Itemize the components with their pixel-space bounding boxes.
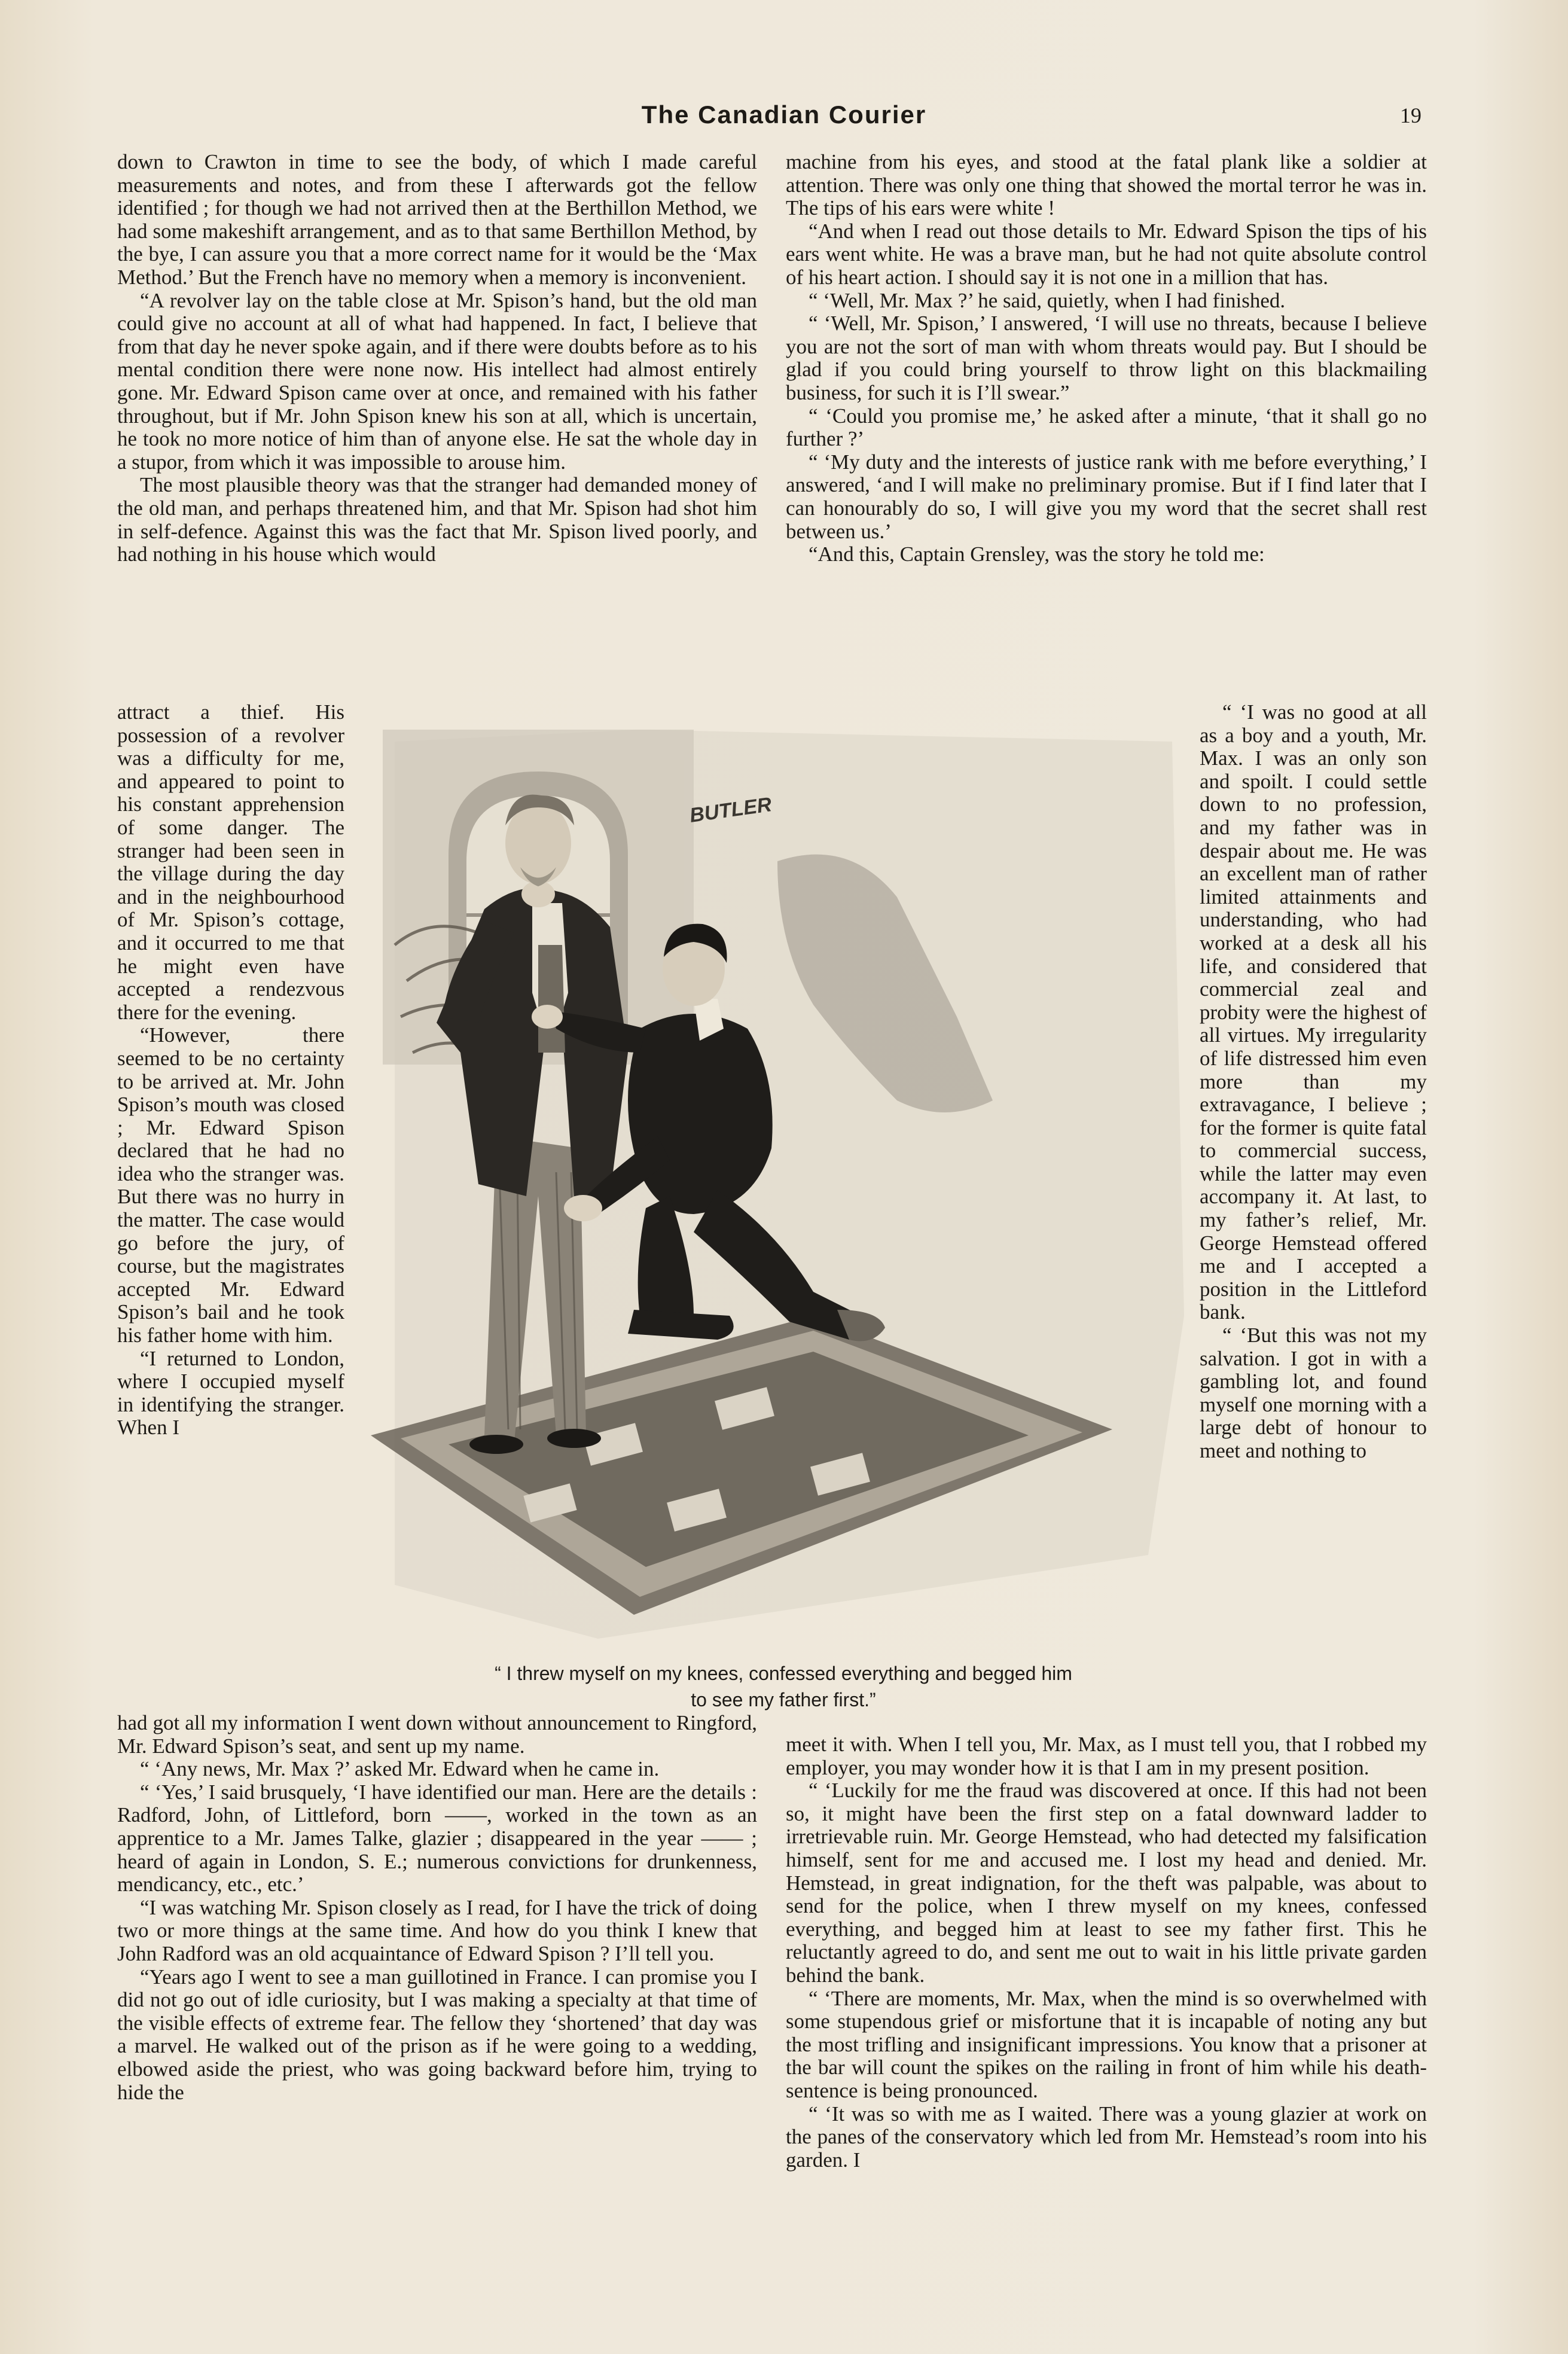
paragraph: “ ‘Well, Mr. Spison,’ I answered, ‘I will use no threats, because I believe you are not the sort of man with whom threats would pay. But I should be glad if you could bring yourself to throw light on this blackmailing business, for such it is I’ll swear.” — [786, 312, 1427, 404]
masthead-title: The Canadian Courier — [641, 100, 927, 129]
paragraph: “ ‘It was so with me as I waited. There was a young glazier at work on the panes of the conservatory which led from Mr. Hemstead’s room into his garden. I — [786, 2102, 1427, 2172]
paragraph: “ ‘But this was not my salvation. I got in with a gambling lot, and found myself one morning with a large debt of honour to meet and nothing to — [1200, 1324, 1427, 1462]
page-header — [0, 94, 1568, 136]
paragraph: “ ‘Luckily for me the fraud was discovered at once. If this had not been so, it might have been the first step on a fatal downward ladder to irretrievable ruin. Mr. George Hemstead, who had detected my falsification himself, sent for me and accused me. I lost my head and denied. Mr. Hemstead, in great indignation, for the theft was palpable, was about to send for the police, when I threw myself on my knees, confessed everything, and begged him at least to see my father first. This he reluctantly agreed to do, and sent me out to wait in his little private garden behind the bank. — [786, 1779, 1427, 1987]
paragraph: “ ‘My duty and the interests of justice rank with me before everything,’ I answered, ‘and I will make no preliminary promise. But if I find later that I can honourably do so, I will give you my word that the secret shall rest between us.’ — [786, 450, 1427, 543]
paragraph: “And this, Captain Grensley, was the story he told me: — [809, 542, 1265, 566]
paragraph: “ ‘There are moments, Mr. Max, when the mind is so overwhelmed with some stupendous grief or misfortune that it is incapable of noting any but the most trifling and insignificant impressions. You know that a prisoner at the bar will count the spikes on the railing in front of him while his death-sentence is being pronounced. — [786, 1986, 1427, 2102]
caption-line: to see my father first.” — [691, 1689, 876, 1710]
illustration-caption — [413, 1660, 1154, 1713]
right-column-top — [786, 151, 1427, 566]
left-column-narrow — [117, 701, 344, 1440]
paragraph: The most plausible theory was that the stranger had demanded money of the old man, and perhaps threatened him, and that Mr. Spison had shot him in self-defence. Against this was the fact that Mr. Spison lived poorly, and had nothing in his house which would — [117, 473, 757, 566]
left-column-bottom — [117, 1712, 757, 2104]
right-column-bottom — [786, 1733, 1427, 2172]
artist-signature: BUTLER — [688, 793, 773, 827]
right-column-narrow — [1200, 701, 1427, 1463]
paragraph: “Years ago I went to see a man guillotined in France. I can promise you I did not go out of idle curiosity, but I was making a specialty at that time of the visible effects of extreme fear. The fellow they ‘shortened’ that day was a marvel. He walked out of the prison as if he were going to a wedding, elbowed aside the priest, who was going backward before him, trying to hide the — [117, 1965, 757, 2104]
paragraph: “ ‘Could you promise me,’ he asked after a minute, ‘that it shall go no further ?’ — [786, 404, 1427, 451]
paragraph: “I was watching Mr. Spison closely as I read, for I have the trick of doing two or more things at the same time. And how do you think I knew that John Radford was an old acquaintance of Edward Spison ? I’ll tell you. — [117, 1895, 757, 1965]
story-illustration — [359, 718, 1190, 1651]
paragraph: “ ‘Any news, Mr. Max ?’ asked Mr. Edward when he came in. — [140, 1757, 660, 1781]
paragraph: “A revolver lay on the table close at Mr. Spison’s hand, but the old man could give no account at all of what had happened. In fact, I believe that from that day he never spoke again, and if there were doubts before as to his mental condition there were none now. His intellect had almost entirely gone. Mr. Edward Spison came over at once, and remained with his father throughout, but if Mr. John Spison knew his son at all, which is uncertain, he took no more notice of him than of anyone else. He sat the whole day in a stupor, from which it was impossible to arouse him. — [117, 288, 757, 474]
paragraph: “ ‘Yes,’ I said brusquely, ‘I have identified our man. Here are the details : Radford, John, of Littleford, born ——, worked in the town as an apprentice to a Mr. James Talke, glazier ; disappeared in the year —— ; heard of again in London, S. E.; numerous convictions for drunkenness, mendicancy, etc., etc.’ — [117, 1780, 757, 1896]
paragraph: had got all my information I went down without announcement to Ringford, Mr. Edward Spison’s seat, and sent up my name. — [117, 1711, 757, 1758]
paragraph: down to Crawton in time to see the body, of which I made careful measurements and notes, and from these I afterwards got the fellow identified ; for though we had not arrived then at the Berthillon Method, we had some makeshift arrangement, and as to that same Berthillon Method, by the bye, I can assure you that a more correct name for it would be the ‘Max Method.’ But the French have no memory when a memory is inconvenient. — [117, 150, 757, 289]
paragraph: attract a thief. His possession of a revolver was a difficulty for me, and appeared to point to his constant apprehension of some danger. The stranger had been seen in the village during the day and in the neighbourhood of Mr. Spison’s cottage, and it occurred to me that he might even have accepted a rendezvous there for the evening. — [117, 700, 344, 1024]
paragraph: “ ‘I was no good at all as a boy and a youth, Mr. Max. I was an only son and spoilt. I could settle down to no profession, and my father was in despair about me. He was an excellent man of rather limited attainments and understanding, who had worked at a desk all his life, and considered that commercial zeal and probity were the highest of all virtues. My irregularity of life distressed him even more than my extravagance, I believe ; for the former is quite fatal to commercial success, while the latter may even accompany it. At last, to my father’s relief, Mr. George Hemstead offered me and I accepted a position in the Littleford bank. — [1200, 700, 1427, 1324]
paragraph: machine from his eyes, and stood at the fatal plank like a soldier at attention. There was only one thing that showed the mortal terror he was in. The tips of his ears were white ! — [786, 150, 1427, 220]
caption-line: “ I threw myself on my knees, confessed everything and begged him — [495, 1663, 1072, 1684]
paragraph: meet it with. When I tell you, Mr. Max, as I must tell you, that I robbed my employer, you may wonder how it is that I am in my present position. — [786, 1733, 1427, 1779]
left-column-top — [117, 151, 757, 566]
paragraph: “And when I read out those details to Mr. Edward Spison the tips of his ears went white. He was a brave man, but he had not quite absolute control of his heart action. I should say it is not one in a million that has. — [786, 219, 1427, 289]
paragraph: “ ‘Well, Mr. Max ?’ he said, quietly, when I had finished. — [809, 288, 1286, 312]
paragraph: “However, there seemed to be no certainty to be arrived at. Mr. John Spison’s mouth was closed ; Mr. Edward Spison declared that he had no idea who the stranger was. But there was no hurry in the matter. The case would go before the jury, of course, but the magistrates accepted Mr. Edward Spison’s bail and he took his father home with him. — [117, 1023, 344, 1347]
page-number: 19 — [1400, 103, 1421, 127]
paragraph: “I returned to London, where I occupied myself in identifying the stranger. When I — [117, 1346, 344, 1440]
